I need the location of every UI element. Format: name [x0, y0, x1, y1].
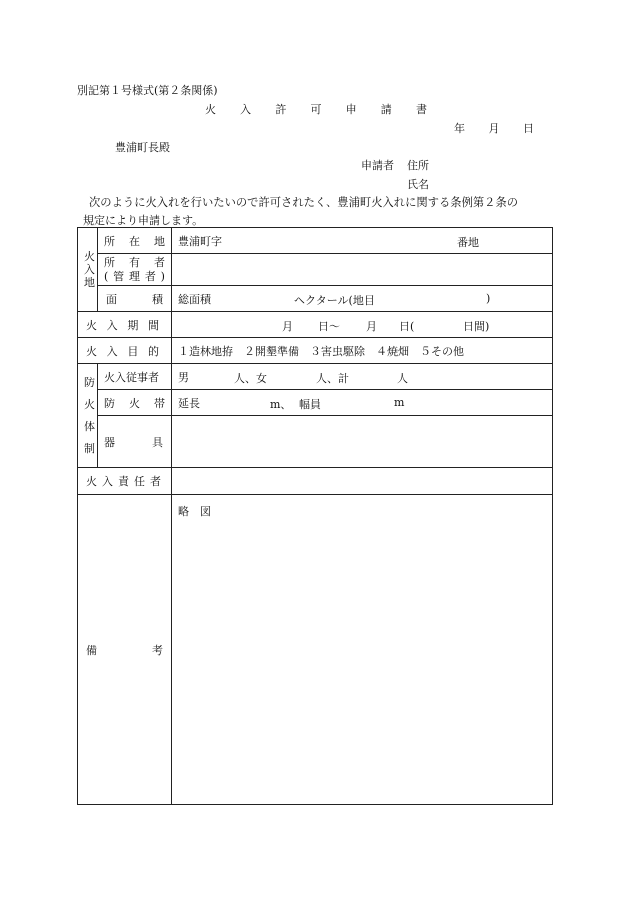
firebreak-width: 幅員	[299, 398, 321, 411]
firebreak-width-unit: m	[394, 396, 405, 409]
month-label: 月	[488, 122, 500, 135]
year-label: 年	[454, 122, 465, 135]
owner-row	[78, 254, 553, 286]
purpose-options: １造林地拵 ２開墾準備 ３害虫駆除 ４焼畑 ５その他	[178, 344, 464, 358]
responsible-row	[78, 468, 553, 495]
title-char: 許	[275, 103, 287, 116]
period-field[interactable]	[172, 312, 553, 338]
location-suffix: 番地	[457, 236, 479, 249]
location-row	[78, 228, 553, 254]
workers-field[interactable]	[172, 364, 553, 390]
area-field[interactable]	[172, 286, 553, 312]
area-label: 面 積	[98, 286, 172, 312]
location-field[interactable]	[172, 228, 553, 254]
purpose-field[interactable]	[172, 338, 553, 364]
period-day-end: 日(	[399, 320, 415, 333]
application-table	[77, 227, 553, 805]
workers-unit: 人	[397, 372, 408, 385]
remarks-row	[78, 495, 553, 805]
location-label: 所 在 地	[98, 228, 172, 254]
date-line	[454, 120, 534, 136]
area-total-label: 総面積	[178, 292, 211, 306]
period-day-start: 日～	[318, 320, 340, 333]
workers-row	[78, 364, 553, 390]
title-char: 書	[415, 103, 427, 116]
title-char: 可	[310, 103, 322, 116]
equipment-field[interactable]	[172, 416, 553, 468]
area-unit: ヘクタール(地目	[294, 294, 375, 307]
workers-label: 火入従事者	[98, 364, 172, 390]
title-char: 申	[345, 103, 357, 116]
title-char: 火	[205, 103, 216, 116]
applicant-label: 申請者	[361, 159, 394, 172]
location-value: 豊浦町字	[178, 234, 222, 248]
title-char: 請	[380, 103, 392, 116]
fire-prevention-header: 防 火 体 制	[78, 364, 98, 468]
owner-label: 所 有 者 ( 管 理 者 )	[98, 254, 172, 286]
addressee: 豊浦町長殿	[115, 141, 170, 154]
equipment-row	[78, 416, 553, 468]
form-number: 別記第１号様式(第２条関係)	[77, 84, 218, 97]
equipment-label: 器 具	[98, 416, 172, 468]
name-label: 氏名	[407, 178, 429, 191]
fire-site-header: 火 入 地	[78, 228, 98, 312]
remarks-label: 備 考	[78, 495, 172, 805]
firebreak-label: 防 火 帯	[98, 390, 172, 416]
workers-total: 人、計	[316, 372, 349, 385]
period-month-end: 月	[366, 320, 377, 333]
sketch-label: 略 図	[178, 505, 211, 518]
period-days: 日間)	[463, 320, 490, 333]
workers-female: 人、女	[234, 372, 267, 385]
firebreak-length-unit: m、	[270, 398, 292, 411]
responsible-field[interactable]	[172, 468, 553, 495]
purpose-row	[78, 338, 553, 364]
period-month-start: 月	[282, 320, 293, 333]
intro-text-line1: 次のように火入れを行いたいので許可されたく、豊浦町火入れに関する条例第２条の	[89, 196, 519, 209]
remarks-field[interactable]	[172, 495, 553, 805]
title-char: 入	[240, 103, 252, 116]
owner-field[interactable]	[172, 254, 553, 286]
address-label: 住所	[407, 159, 429, 172]
form-title	[205, 101, 427, 117]
responsible-label: 火 入 責 任 者	[78, 468, 172, 495]
purpose-label: 火 入 目 的	[78, 338, 172, 364]
firebreak-length: 延長	[178, 396, 200, 410]
firebreak-field[interactable]	[172, 390, 553, 416]
day-label: 日	[523, 122, 534, 135]
workers-male: 男	[178, 370, 189, 384]
period-label: 火 入 期 間	[78, 312, 172, 338]
area-row	[78, 286, 553, 312]
area-close: )	[486, 292, 491, 305]
intro-text-line2: 規定により申請します。	[83, 214, 204, 227]
firebreak-row	[78, 390, 553, 416]
period-row	[78, 312, 553, 338]
